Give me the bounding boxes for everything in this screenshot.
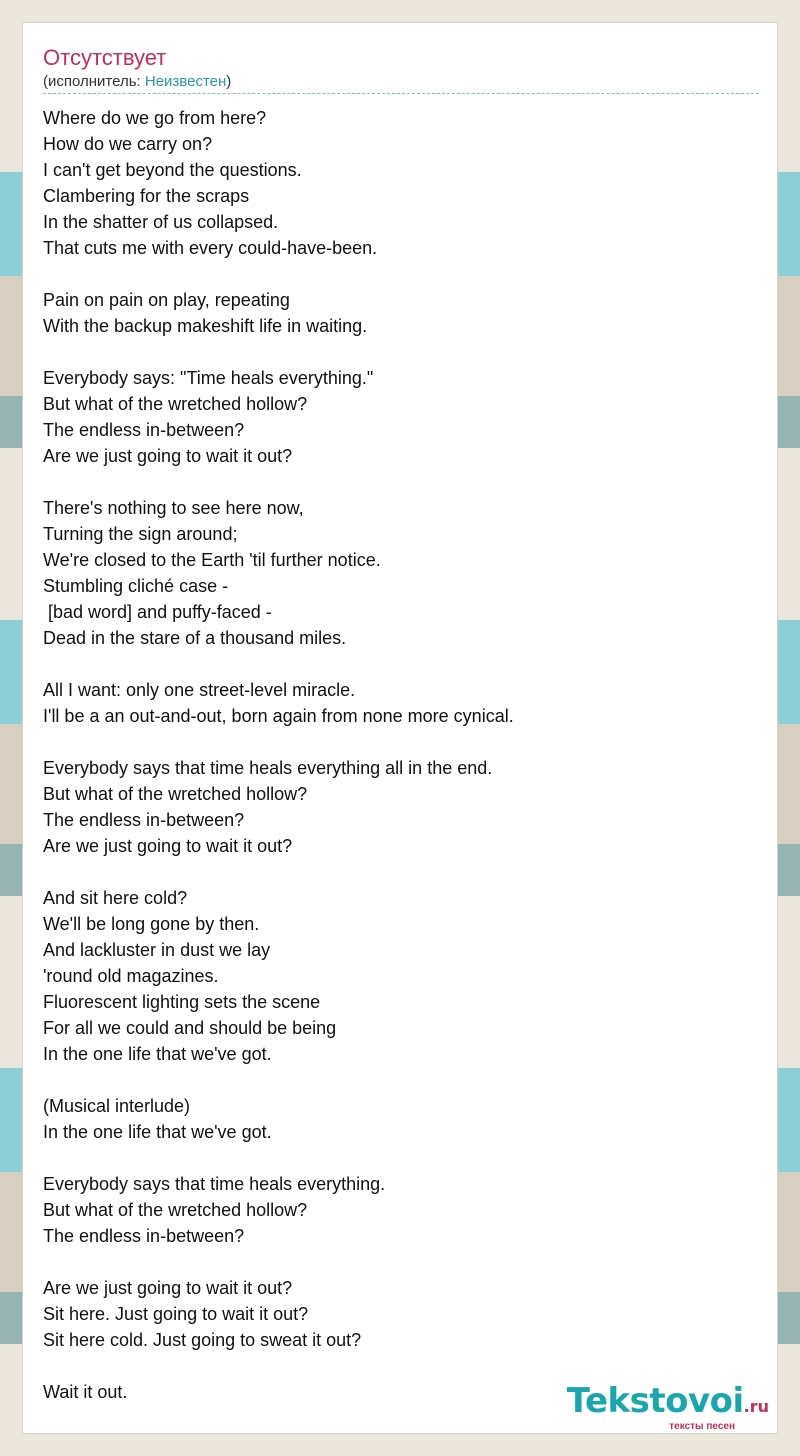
- lyric-line: Are we just going to wait it out?: [43, 1278, 293, 1298]
- lyric-line: Sit here. Just going to wait it out?: [43, 1304, 309, 1324]
- lyric-line: 'round old magazines.: [43, 966, 219, 986]
- lyric-line: But what of the wretched hollow?: [43, 784, 308, 804]
- lyric-line: For all we could and should be being: [43, 1018, 337, 1038]
- lyric-line: Are we just going to wait it out?: [43, 446, 293, 466]
- logo-wordmark: Tekstovoi: [566, 1381, 744, 1421]
- header-divider: [43, 93, 759, 94]
- lyric-line: [43, 729, 759, 755]
- lyric-line: We'll be long gone by then.: [43, 914, 260, 934]
- lyric-line: [43, 1145, 759, 1171]
- lyric-line: Where do we go from here?: [43, 108, 267, 128]
- lyric-line: Sit here cold. Just going to sweat it out?: [43, 1330, 362, 1350]
- lyric-line: Fluorescent lighting sets the scene: [43, 992, 321, 1012]
- lyric-line: Wait it out.: [43, 1382, 128, 1402]
- logo-domain: .ru: [743, 1397, 769, 1416]
- lyric-line: The endless in-between?: [43, 1226, 245, 1246]
- lyric-line: Everybody says that time heals everything all in the end.: [43, 758, 493, 778]
- artist-link[interactable]: Неизвестен: [144, 73, 227, 90]
- lyric-line: Stumbling cliché case -: [43, 576, 229, 596]
- lyric-line: [43, 1249, 759, 1275]
- lyric-line: In the shatter of us collapsed.: [43, 212, 279, 232]
- lyrics-text: [43, 105, 759, 1405]
- lyric-line: (Musical interlude): [43, 1096, 191, 1116]
- lyrics-card: [22, 22, 778, 1434]
- lyric-line: We're closed to the Earth 'til further notice.: [43, 550, 381, 570]
- lyric-line: I can't get beyond the questions.: [43, 160, 302, 180]
- lyric-line: The endless in-between?: [43, 810, 245, 830]
- lyric-line: The endless in-between?: [43, 420, 245, 440]
- artist-line: [43, 72, 231, 92]
- lyric-line: Turning the sign around;: [43, 524, 238, 544]
- lyric-line: How do we carry on?: [43, 134, 213, 154]
- lyric-line: But what of the wretched hollow?: [43, 394, 308, 414]
- song-title: Отсутствует: [43, 45, 167, 70]
- lyric-line: But what of the wretched hollow?: [43, 1200, 308, 1220]
- lyric-line: [43, 261, 759, 287]
- lyric-line: Everybody says that time heals everything.: [43, 1174, 386, 1194]
- lyric-line: And lackluster in dust we lay: [43, 940, 271, 960]
- lyric-line: Dead in the stare of a thousand miles.: [43, 628, 347, 648]
- lyric-line: And sit here cold?: [43, 888, 188, 908]
- lyric-line: That cuts me with every could-have-been.: [43, 238, 378, 258]
- lyric-line: [43, 339, 759, 365]
- lyric-line: Clambering for the scraps: [43, 186, 250, 206]
- lyric-line: In the one life that we've got.: [43, 1122, 272, 1142]
- lyric-line: [43, 1067, 759, 1093]
- lyric-line: [43, 469, 759, 495]
- lyric-line: [43, 651, 759, 677]
- lyric-line: Are we just going to wait it out?: [43, 836, 293, 856]
- artist-prefix: (исполнитель:: [43, 73, 145, 90]
- lyric-line: [43, 1353, 759, 1379]
- site-logo[interactable]: [567, 1383, 769, 1433]
- lyric-line: There's nothing to see here now,: [43, 498, 304, 518]
- lyric-line: Pain on pain on play, repeating: [43, 290, 290, 310]
- lyric-line: I'll be a an out-and-out, born again from none more cynical.: [43, 706, 514, 726]
- lyric-line: [43, 859, 759, 885]
- artist-suffix: ): [226, 73, 232, 90]
- lyric-line: With the backup makeshift life in waiting.: [43, 316, 368, 336]
- lyric-line: All I want: only one street-level miracle.: [43, 680, 356, 700]
- lyric-line: [bad word] and puffy-faced -: [43, 602, 272, 622]
- logo-tagline: тексты песен: [669, 1421, 735, 1432]
- lyric-line: Everybody says: "Time heals everything.": [43, 368, 374, 388]
- lyric-line: In the one life that we've got.: [43, 1044, 272, 1064]
